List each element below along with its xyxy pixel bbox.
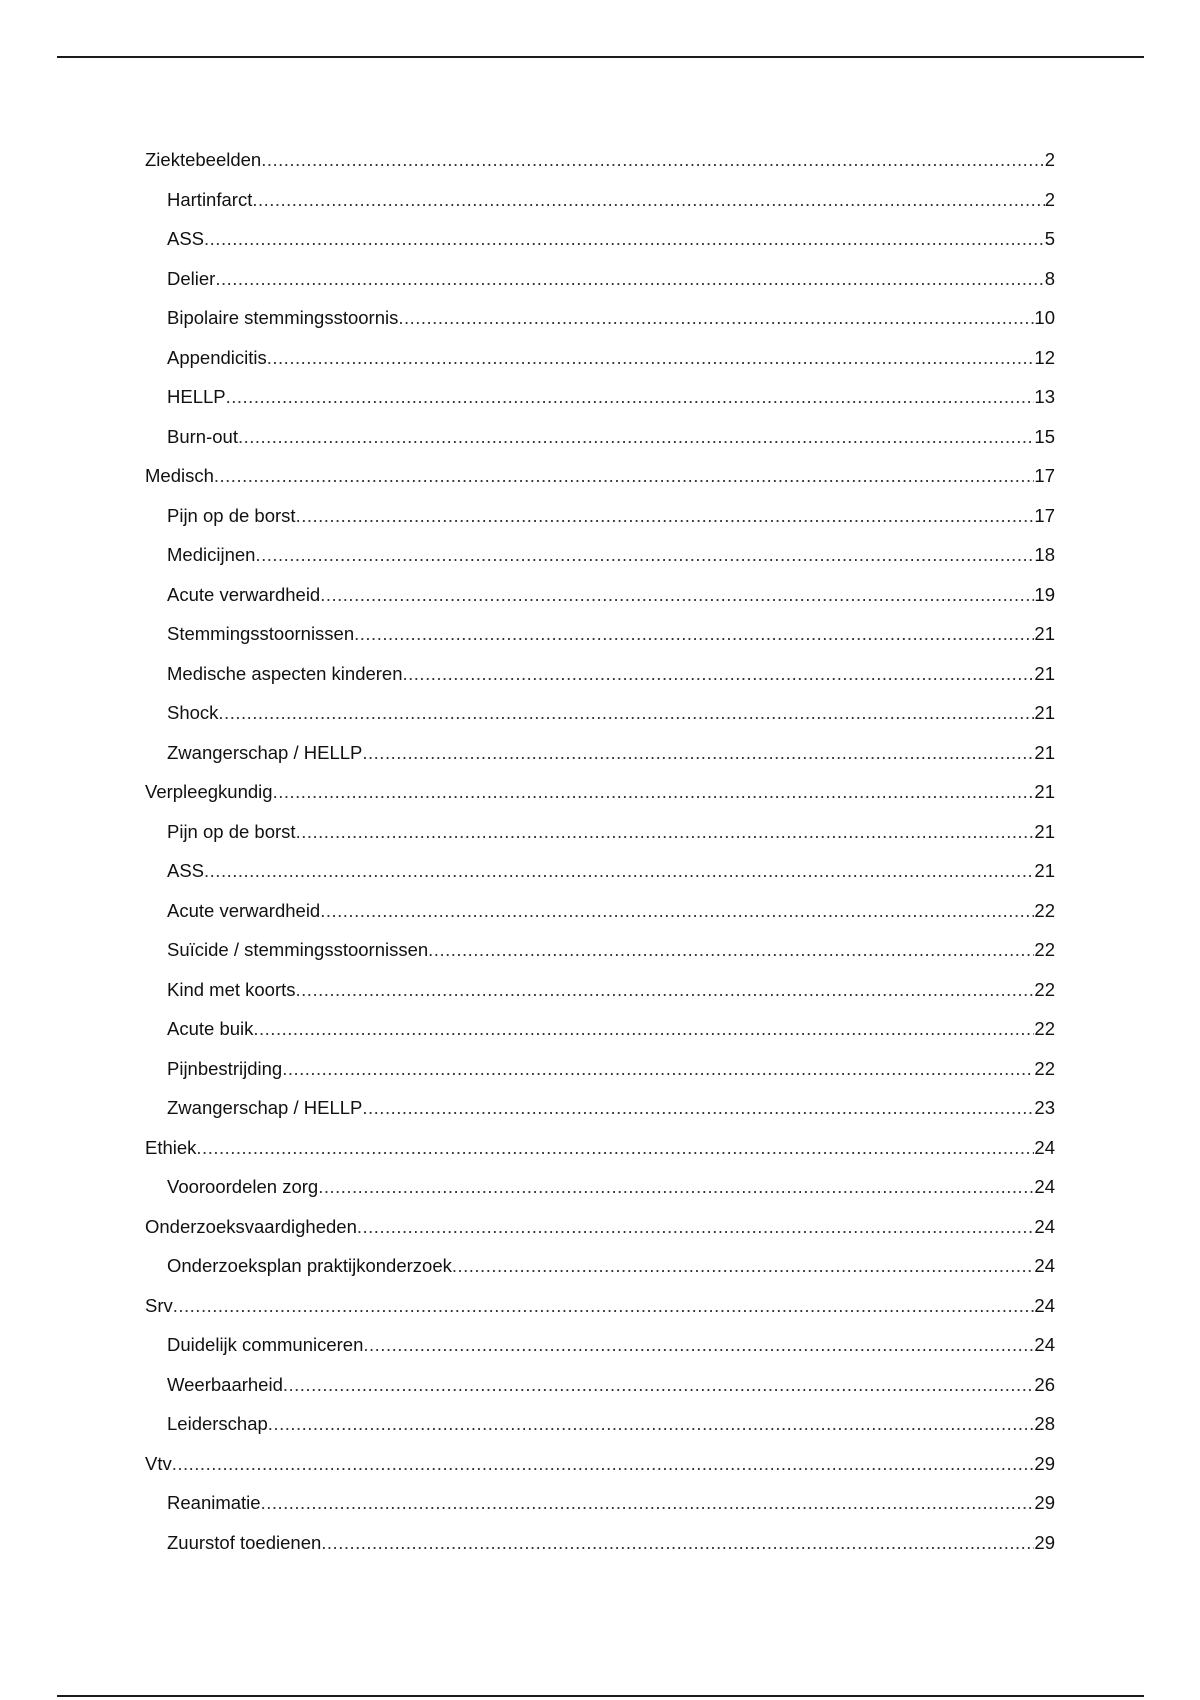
toc-entry-title: Acute verwardheid	[167, 899, 321, 921]
header-rule	[57, 56, 1144, 58]
toc-entry-title: Duidelijk communiceren	[167, 1334, 364, 1355]
toc-subsection-entry[interactable]	[145, 338, 1055, 378]
toc-entry-title: Shock	[167, 702, 219, 723]
toc-dot-leader	[218, 693, 1034, 733]
toc-entry-title: Medische aspecten kinderen	[167, 662, 403, 684]
toc-dot-leader	[267, 338, 1035, 378]
toc-subsection-entry[interactable]	[145, 496, 1055, 536]
toc-dot-leader	[282, 1049, 1034, 1089]
toc-entry-title: Vtv	[145, 1452, 172, 1474]
toc-dot-leader	[173, 1286, 1035, 1326]
toc-subsection-entry[interactable]	[145, 1246, 1055, 1286]
toc-entry-title: Acute buik	[167, 1018, 254, 1039]
toc-subsection-entry[interactable]	[145, 180, 1055, 220]
toc-subsection-entry[interactable]	[145, 970, 1055, 1010]
toc-dot-leader	[398, 298, 1034, 338]
toc-page-number: 22	[1034, 1057, 1055, 1079]
table-of-contents	[145, 140, 1055, 1562]
toc-page-number: 13	[1034, 386, 1055, 407]
toc-dot-leader	[252, 180, 1044, 220]
toc-page-number: 21	[1034, 860, 1055, 881]
toc-entry-title: Bipolaire stemmingsstoornis	[167, 307, 399, 328]
toc-dot-leader	[363, 1325, 1034, 1365]
toc-subsection-entry[interactable]	[145, 614, 1055, 654]
toc-page-number: 21	[1034, 702, 1055, 723]
toc-subsection-entry[interactable]	[145, 417, 1055, 457]
toc-subsection-entry[interactable]	[145, 1404, 1055, 1444]
toc-entry-title: Ziektebeelden	[145, 149, 262, 170]
toc-dot-leader	[172, 1444, 1035, 1484]
toc-page-number: 5	[1044, 228, 1055, 249]
toc-entry-title: Reanimatie	[167, 1492, 261, 1513]
footer-rule	[57, 1695, 1144, 1697]
toc-entry-title: Kind met koorts	[167, 978, 296, 1000]
toc-entry-title: Srv	[145, 1294, 173, 1316]
toc-dot-leader	[357, 1207, 1035, 1247]
toc-page-number: 15	[1034, 425, 1055, 447]
toc-page-number: 17	[1034, 465, 1055, 486]
toc-section-entry[interactable]	[145, 1286, 1055, 1326]
toc-dot-leader	[320, 575, 1034, 615]
toc-entry-title: Zwangerschap / HELLP	[167, 741, 363, 763]
toc-dot-leader	[318, 1167, 1034, 1207]
toc-dot-leader	[362, 733, 1034, 773]
toc-entry-title: Suïcide / stemmingsstoornissen	[167, 939, 429, 960]
toc-dot-leader	[196, 1128, 1034, 1168]
toc-entry-title: ASS	[167, 228, 205, 249]
toc-subsection-entry[interactable]	[145, 377, 1055, 417]
toc-page-number: 29	[1034, 1452, 1055, 1474]
toc-subsection-entry[interactable]	[145, 733, 1055, 773]
toc-dot-leader	[452, 1246, 1035, 1286]
toc-page-number: 29	[1034, 1531, 1055, 1553]
toc-entry-title: Onderzoeksplan praktijkonderzoek	[167, 1255, 452, 1276]
toc-dot-leader	[354, 614, 1034, 654]
toc-dot-leader	[204, 851, 1034, 891]
toc-entry-title: Acute verwardheid	[167, 583, 321, 605]
toc-subsection-entry[interactable]	[145, 812, 1055, 852]
toc-page-number: 26	[1034, 1373, 1055, 1395]
toc-subsection-entry[interactable]	[145, 891, 1055, 931]
toc-dot-leader	[403, 654, 1035, 694]
toc-entry-title: HELLP	[167, 386, 226, 407]
toc-page-number: 29	[1034, 1492, 1055, 1513]
toc-subsection-entry[interactable]	[145, 1483, 1055, 1523]
toc-section-entry[interactable]	[145, 456, 1055, 496]
toc-entry-title: Pijnbestrijding	[167, 1057, 283, 1079]
toc-page-number: 24	[1034, 1215, 1055, 1237]
toc-page-number: 22	[1034, 1018, 1055, 1039]
toc-page-number: 24	[1034, 1294, 1055, 1316]
toc-subsection-entry[interactable]	[145, 654, 1055, 694]
toc-subsection-entry[interactable]	[145, 298, 1055, 338]
toc-page-number: 21	[1034, 781, 1055, 802]
toc-page-number: 21	[1034, 820, 1055, 842]
toc-entry-title: Stemmingsstoornissen	[167, 623, 355, 644]
toc-page-number: 21	[1034, 662, 1055, 684]
toc-dot-leader	[253, 1009, 1034, 1049]
toc-page-number: 24	[1034, 1136, 1055, 1158]
toc-entry-title: Vooroordelen zorg	[167, 1176, 319, 1197]
toc-page-number: 22	[1034, 978, 1055, 1000]
toc-page-number: 21	[1034, 623, 1055, 644]
toc-page-number: 10	[1034, 307, 1055, 328]
toc-entry-title: Zwangerschap / HELLP	[167, 1097, 363, 1118]
toc-entry-title: Burn-out	[167, 425, 238, 447]
toc-page-number: 24	[1034, 1176, 1055, 1197]
toc-dot-leader	[283, 1365, 1035, 1405]
toc-dot-leader	[238, 417, 1034, 457]
toc-page-number: 17	[1034, 504, 1055, 526]
toc-page-number: 24	[1034, 1334, 1055, 1355]
toc-entry-title: Pijn op de borst	[167, 504, 296, 526]
toc-entry-title: Medisch	[145, 465, 214, 486]
toc-dot-leader	[296, 970, 1035, 1010]
toc-page-number: 28	[1034, 1413, 1055, 1434]
toc-subsection-entry[interactable]	[145, 575, 1055, 615]
toc-section-entry[interactable]	[145, 772, 1055, 812]
toc-subsection-entry[interactable]	[145, 219, 1055, 259]
toc-page-number: 18	[1034, 544, 1055, 565]
toc-dot-leader	[204, 219, 1045, 259]
toc-dot-leader	[214, 456, 1035, 496]
toc-section-entry[interactable]	[145, 140, 1055, 180]
toc-dot-leader	[296, 812, 1035, 852]
toc-page-number: 24	[1034, 1255, 1055, 1276]
toc-entry-title: Weerbaarheid	[167, 1373, 283, 1395]
toc-page-number: 22	[1034, 939, 1055, 960]
toc-dot-leader	[296, 496, 1035, 536]
toc-dot-leader	[261, 1483, 1035, 1523]
toc-page-number: 8	[1044, 267, 1055, 289]
toc-entry-title: Pijn op de borst	[167, 820, 296, 842]
toc-dot-leader	[268, 1404, 1035, 1444]
toc-subsection-entry[interactable]	[145, 1009, 1055, 1049]
toc-subsection-entry[interactable]	[145, 1523, 1055, 1563]
toc-section-entry[interactable]	[145, 1444, 1055, 1484]
toc-page-number: 21	[1034, 741, 1055, 763]
toc-dot-leader	[428, 930, 1034, 970]
toc-entry-title: Ethiek	[145, 1136, 197, 1158]
toc-page-number: 12	[1034, 346, 1055, 368]
toc-dot-leader	[226, 377, 1035, 417]
toc-subsection-entry[interactable]	[145, 535, 1055, 575]
toc-dot-leader	[320, 891, 1034, 931]
toc-subsection-entry[interactable]	[145, 1167, 1055, 1207]
toc-entry-title: Verpleegkundig	[145, 781, 273, 802]
toc-section-entry[interactable]	[145, 1128, 1055, 1168]
toc-entry-title: Zuurstof toedienen	[167, 1531, 322, 1553]
toc-dot-leader	[273, 772, 1035, 812]
toc-entry-title: Leiderschap	[167, 1413, 268, 1434]
toc-dot-leader	[321, 1523, 1034, 1563]
toc-dot-leader	[261, 140, 1044, 180]
toc-subsection-entry[interactable]	[145, 1325, 1055, 1365]
toc-page-number: 23	[1034, 1097, 1055, 1118]
toc-entry-title: Delier	[167, 267, 216, 289]
toc-subsection-entry[interactable]	[145, 693, 1055, 733]
toc-dot-leader	[255, 535, 1034, 575]
toc-section-entry[interactable]	[145, 1207, 1055, 1247]
toc-subsection-entry[interactable]	[145, 1088, 1055, 1128]
toc-entry-title: Onderzoeksvaardigheden	[145, 1215, 357, 1237]
toc-page-number: 19	[1034, 583, 1055, 605]
toc-dot-leader	[362, 1088, 1034, 1128]
toc-page-number: 2	[1044, 149, 1055, 170]
toc-subsection-entry[interactable]	[145, 930, 1055, 970]
toc-dot-leader	[215, 259, 1044, 299]
toc-subsection-entry[interactable]	[145, 1049, 1055, 1089]
toc-subsection-entry[interactable]	[145, 851, 1055, 891]
toc-subsection-entry[interactable]	[145, 1365, 1055, 1405]
toc-page-number: 2	[1044, 188, 1055, 210]
toc-entry-title: Medicijnen	[167, 544, 256, 565]
toc-entry-title: Appendicitis	[167, 346, 267, 368]
toc-entry-title: ASS	[167, 860, 205, 881]
toc-page-number: 22	[1034, 899, 1055, 921]
toc-entry-title: Hartinfarct	[167, 188, 253, 210]
toc-subsection-entry[interactable]	[145, 259, 1055, 299]
